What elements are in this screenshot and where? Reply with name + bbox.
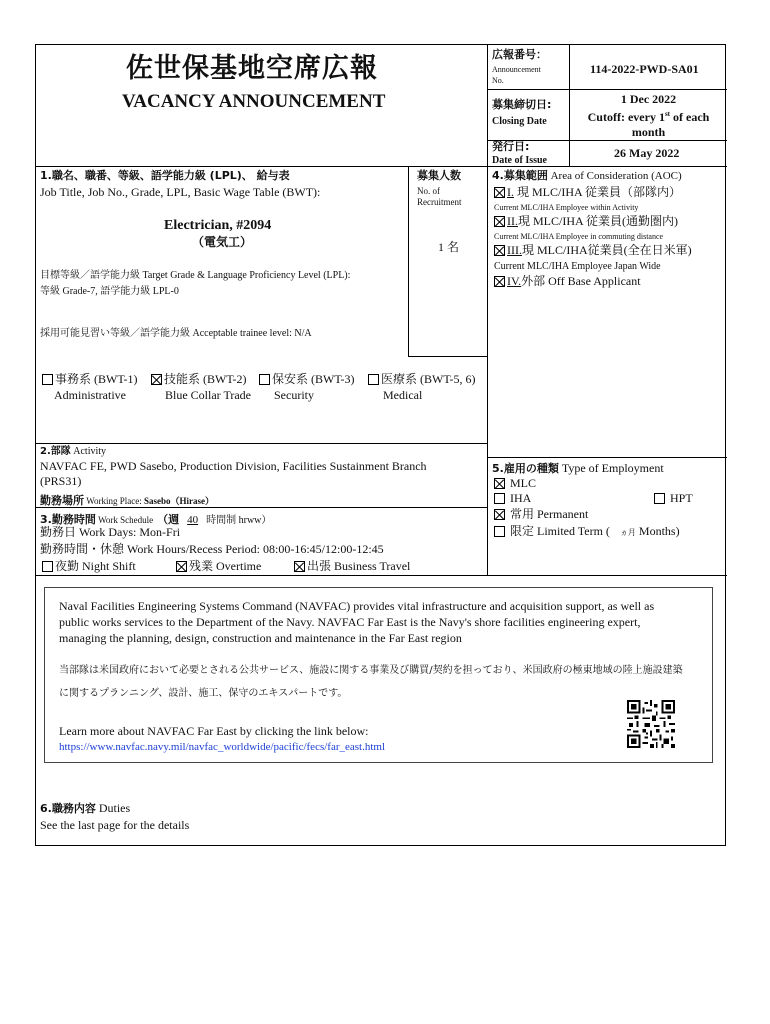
bwt3-option[interactable]: [259, 373, 355, 387]
night-shift-checkbox[interactable]: [42, 561, 53, 572]
duties-text: See the last page for the details: [40, 818, 190, 832]
info-para1-line1: Naval Facilities Engineering Systems Command (NAVFAC) provides vital infrastructure and acquisition support, as well as: [59, 599, 655, 613]
closing-date-value: [570, 92, 727, 140]
hpt-checkbox[interactable]: [654, 493, 665, 504]
permanent-option[interactable]: [494, 508, 588, 522]
limited-term-checkbox[interactable]: [494, 526, 505, 537]
aoc-heading-en: Area of Consideration (AOC): [547, 170, 682, 182]
aoc-1-label: 現 MLC/IHA 従業員（部隊内）: [514, 185, 682, 199]
duties-heading-en: Duties: [95, 801, 131, 815]
bwt3-checkbox[interactable]: [259, 374, 270, 385]
permanent-label: 常用 Permanent: [510, 507, 589, 521]
info-para2-line1: 当部隊は米国政府において必要とされる公共サービス、施設に関する事業及び購買/契約を担っており、米国政府の極東地域の陸上施設建築: [59, 665, 683, 676]
employment-heading-num: 5.雇用の種類: [492, 462, 559, 475]
schedule-week-post: 時間制 hrww）: [206, 515, 272, 526]
aoc-heading-num: 4.募集範囲: [492, 169, 548, 182]
closing-date-label-en: Closing Date: [492, 116, 547, 127]
closing-date-line2b: of each: [670, 110, 710, 124]
duties-heading: [40, 802, 130, 816]
travel-option[interactable]: [294, 560, 410, 574]
aoc-option-1[interactable]: [494, 186, 681, 200]
aoc-3-checkbox[interactable]: [494, 245, 505, 256]
work-hours: 勤務時間・休憩 Work Hours/Recess Period: 08:00-16:45/12:00-12:45: [40, 542, 384, 556]
overtime-option[interactable]: [176, 560, 261, 574]
target-grade-label: 目標等級／語学能力級 Target Grade & Language Proficiency Level (LPL):: [40, 270, 351, 281]
schedule-week-pre: （週: [157, 514, 180, 526]
limited-term-post: Months): [635, 524, 680, 538]
duties-heading-num: 6.職務内容: [40, 802, 96, 815]
job-title-jp: （電気工）: [192, 235, 253, 249]
schedule-heading-en: Work Schedule: [95, 515, 154, 525]
schedule-heading-num: 3.勤務時間: [40, 513, 96, 526]
limited-term-option[interactable]: [494, 525, 680, 539]
recruit-divider: [408, 166, 409, 356]
navfac-link[interactable]: https://www.navfac.navy.mil/navfac_worldwide/pacific/fecs/far_east.html: [59, 741, 386, 753]
issue-date-label-en: Date of Issue: [492, 155, 547, 166]
aoc-1-checkbox[interactable]: [494, 187, 505, 198]
activity-heading: [40, 446, 106, 458]
job-title: Electrician, #2094: [164, 218, 272, 233]
aoc-3-roman: III.: [507, 243, 522, 257]
workplace-label-jp: 勤務場所: [40, 494, 84, 507]
info-para1-line3: managing the planning, design, construction and maintenance in the Far East region: [59, 631, 462, 645]
work-days: 勤務日 Work Days: Mon-Fri: [40, 525, 181, 539]
announcement-no-value: 114-2022-PWD-SA01: [590, 62, 699, 76]
hpt-label: HPT: [670, 491, 693, 505]
bwt2-en: Blue Collar Trade: [165, 388, 251, 402]
closing-date-line2: [570, 107, 727, 125]
travel-label: 出張 Business Travel: [307, 559, 411, 573]
info-learn-more: Learn more about NAVFAC Far East by clicking the link below:: [59, 724, 369, 738]
aoc-heading: [492, 170, 682, 183]
aoc-3-en: Current MLC/IHA Employee Japan Wide: [494, 261, 661, 272]
bwt1-en: Administrative: [54, 388, 126, 402]
aoc-2-roman: II.: [507, 214, 518, 228]
bwt1-label: 事務系 (BWT-1): [55, 372, 138, 386]
bwt3-en: Security: [274, 388, 314, 402]
recruit-label-en2: Recruitment: [417, 197, 462, 207]
aoc-4-checkbox[interactable]: [494, 276, 505, 287]
info-para1-line2: public works services to the Department of the Navy. NAVFAC Far East is the Navy's shore facilities engineering expert,: [59, 615, 641, 629]
bwt3-label: 保安系 (BWT-3): [272, 372, 355, 386]
iha-checkbox[interactable]: [494, 493, 505, 504]
activity-heading-en: Activity: [70, 446, 107, 457]
closing-date-line1: 1 Dec 2022: [620, 92, 677, 106]
activity-heading-num: 2.部隊: [40, 446, 71, 457]
job-heading: 1.職名、職番、等級、語学能力級 (LPL)、 給与表: [40, 169, 290, 182]
title-japanese: 佐世保基地空席広報: [126, 53, 378, 84]
bwt1-option[interactable]: [42, 373, 138, 387]
limited-term-blank[interactable]: [610, 524, 620, 538]
recruit-bottom-line: [408, 356, 487, 357]
overtime-checkbox[interactable]: [176, 561, 187, 572]
bwt2-checkbox[interactable]: [151, 374, 162, 385]
section-4-bottom-line: [487, 457, 727, 458]
closing-date-line3: month: [631, 125, 666, 139]
section-top-line: [36, 166, 727, 167]
aoc-2-label: 現 MLC/IHA 従業員(通勤圏内): [518, 214, 678, 228]
bwt2-label: 技能系 (BWT-2): [164, 372, 247, 386]
overtime-label: 残業 Overtime: [189, 559, 262, 573]
aoc-3-label: 現 MLC/IHA従業員(全在日米軍): [522, 243, 692, 257]
bwt4-en: Medical: [383, 388, 423, 402]
activity-line1: NAVFAC FE, PWD Sasebo, Production Division, Facilities Sustainment Branch: [40, 459, 427, 473]
aoc-1-en: Current MLC/IHA Employee within Activity: [494, 203, 639, 212]
main-column-divider: [487, 166, 488, 575]
header-divider: [487, 45, 488, 166]
recruit-label-jp: 募集人数: [417, 169, 461, 182]
limited-term-unit: ヵ月: [619, 528, 636, 537]
bwt2-option[interactable]: [151, 373, 247, 387]
closing-date-line2a: Cutoff: every 1: [587, 110, 665, 124]
travel-checkbox[interactable]: [294, 561, 305, 572]
issue-date-label-jp: 発行日:: [492, 140, 530, 153]
mlc-label: MLC: [510, 476, 537, 490]
closing-date-label-jp: 募集締切日:: [492, 98, 552, 111]
issue-date-value: 26 May 2022: [614, 146, 680, 160]
trainee-level: 採用可能見習い等級／語学能力級 Acceptable trainee level: N/A: [40, 328, 312, 339]
aoc-4-roman: IV.: [507, 274, 522, 288]
aoc-2-checkbox[interactable]: [494, 216, 505, 227]
vacancy-announcement-form: [35, 44, 726, 846]
aoc-option-3[interactable]: [494, 244, 692, 258]
bwt1-checkbox[interactable]: [42, 374, 53, 385]
aoc-option-4[interactable]: [494, 275, 641, 289]
aoc-2-en: Current MLC/IHA Employee in commuting distance: [494, 232, 664, 241]
workplace: [40, 491, 214, 509]
announcement-no-label-jp: 広報番号：: [492, 48, 547, 61]
section-1-bottom-line: [36, 443, 487, 444]
schedule-week-value: 40: [187, 514, 199, 526]
recruit-label-en1: No. of: [417, 186, 440, 196]
employment-heading-en: Type of Employment: [558, 461, 664, 475]
limited-term-label: 限定 Limited Term (: [510, 524, 610, 538]
permanent-checkbox[interactable]: [494, 509, 505, 520]
hpt-option[interactable]: [654, 492, 693, 506]
night-shift-option[interactable]: [42, 560, 136, 574]
qr-code-icon: [627, 700, 675, 748]
iha-label: IHA: [510, 491, 532, 505]
navfac-info-box: [44, 587, 713, 763]
recruit-value: 1 名: [438, 240, 460, 254]
aoc-option-2[interactable]: [494, 215, 678, 229]
workplace-value: Sasebo（Hirase）: [144, 496, 215, 506]
mlc-checkbox[interactable]: [494, 478, 505, 489]
job-heading-en: Job Title, Job No., Grade, LPL, Basic Wage Table (BWT):: [40, 185, 321, 199]
bwt4-option[interactable]: [368, 373, 476, 387]
info-para2-line2: に関するプランニング、設計、施工、保守のエキスパートです。: [59, 688, 348, 699]
announcement-no-label-en: Announcement: [492, 65, 541, 74]
workplace-label-en: Working Place:: [84, 496, 145, 506]
announcement-no-label-en2: No.: [492, 76, 504, 85]
title-english: VACANCY ANNOUNCEMENT: [122, 91, 386, 112]
aoc-4-label: 外部 Off Base Applicant: [521, 274, 641, 288]
grade-value: 等級 Grade-7, 語学能力級 LPL-0: [40, 286, 179, 297]
night-shift-label: 夜勤 Night Shift: [55, 559, 136, 573]
mlc-option[interactable]: [494, 477, 536, 491]
bwt4-checkbox[interactable]: [368, 374, 379, 385]
aoc-1-roman: I.: [507, 185, 514, 199]
header-row-line-1: [487, 89, 727, 90]
bwt4-label: 医療系 (BWT-5, 6): [381, 372, 476, 386]
closing-date-sup: st: [664, 110, 671, 118]
activity-line2: (PRS31): [40, 474, 82, 488]
employment-heading: [492, 462, 664, 476]
iha-option[interactable]: [494, 492, 531, 506]
section-3-bottom-line: [36, 575, 727, 576]
